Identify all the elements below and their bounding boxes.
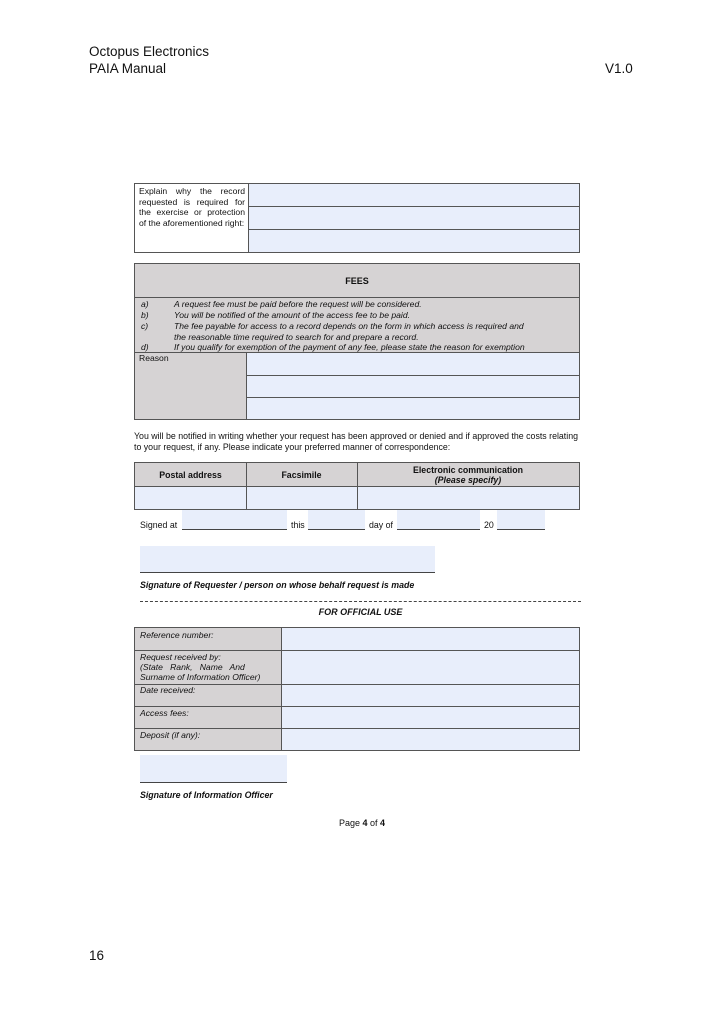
- fees-item-d-letter: d): [141, 342, 149, 352]
- day-of-label: day of: [369, 520, 393, 530]
- deposit-field[interactable]: [282, 729, 579, 750]
- reason-field-3[interactable]: [247, 398, 579, 419]
- page-indicator: [0, 818, 724, 828]
- year-prefix: 20: [484, 520, 494, 530]
- signed-at-field[interactable]: [182, 510, 287, 530]
- officer-signature-label: Signature of Information Officer: [140, 790, 273, 800]
- fees-item-b: You will be notified of the amount of the access fee to be paid.: [174, 310, 411, 320]
- official-separator: [140, 601, 581, 602]
- document-title: PAIA Manual: [89, 61, 167, 76]
- requester-signature-label: Signature of Requester / person on whose behalf request is made: [140, 580, 415, 590]
- received-by-field[interactable]: [282, 651, 579, 684]
- fees-item-a-letter: a): [141, 299, 149, 309]
- fees-title: FEES: [345, 276, 369, 286]
- company-name: Octopus Electronics: [89, 44, 210, 59]
- electronic-note: (Please specify): [434, 475, 502, 485]
- received-by-note-2: Surname of Information Officer): [140, 672, 261, 682]
- fees-item-a: A request fee must be paid before the request will be considered.: [174, 299, 422, 309]
- document-page-number: 16: [89, 948, 105, 963]
- reference-number-field[interactable]: [282, 628, 579, 650]
- fees-block: [134, 263, 580, 420]
- reason-field-2[interactable]: [247, 376, 579, 398]
- fees-item-c-letter: c): [141, 321, 149, 331]
- officer-signature-field[interactable]: [140, 755, 287, 783]
- deposit-label: Deposit (if any):: [140, 730, 201, 740]
- explain-label: Explain why the record requested is required for the exercise or protection of the aforementioned right:: [139, 186, 245, 228]
- electronic-field[interactable]: [358, 487, 579, 509]
- day-field[interactable]: [308, 510, 365, 530]
- explain-field-2[interactable]: [249, 207, 579, 230]
- notice-text: You will be notified in writing whether your request has been approved or denied and if approved the costs relating to your request, if any. Please indicate your preferred manner of correspondence:: [134, 431, 578, 452]
- electronic-header: Electronic communication: [413, 465, 523, 475]
- postal-field[interactable]: [135, 487, 246, 509]
- page-total: 4: [380, 818, 386, 828]
- page-word: Page: [338, 818, 360, 828]
- postal-header: Postal address: [159, 470, 222, 480]
- received-by-note-1: (State Rank, Name And: [140, 662, 245, 672]
- official-title: FOR OFFICIAL USE: [318, 607, 403, 617]
- date-received-field[interactable]: [282, 685, 579, 706]
- fees-item-b-letter: b): [141, 310, 149, 320]
- date-received-label: Date received:: [140, 685, 196, 695]
- this-label: this: [291, 520, 305, 530]
- access-fees-label: Access fees:: [140, 708, 189, 718]
- received-by-label: Request received by:: [140, 652, 221, 662]
- signed-at-label: Signed at: [140, 520, 178, 530]
- reason-field-1[interactable]: [247, 353, 579, 376]
- year-field[interactable]: [497, 510, 545, 530]
- official-table: [134, 627, 580, 751]
- explain-field-3[interactable]: [249, 230, 579, 252]
- fax-header: Facsimile: [281, 470, 322, 480]
- month-field[interactable]: [397, 510, 480, 530]
- fax-field[interactable]: [247, 487, 357, 509]
- of-word: of: [370, 818, 378, 828]
- reference-number-label: Reference number:: [140, 630, 214, 640]
- reason-label: Reason: [139, 353, 169, 363]
- correspondence-table: [134, 462, 580, 510]
- explain-block: [134, 183, 580, 253]
- explain-field-1[interactable]: [249, 184, 579, 207]
- page-current: 4: [362, 818, 368, 828]
- fees-item-d: If you qualify for exemption of the payment of any fee, please state the reason for exemption: [174, 342, 525, 352]
- fees-item-c-cont: the reasonable time required to search for and prepare a record.: [174, 332, 419, 342]
- requester-signature-field[interactable]: [140, 546, 435, 573]
- access-fees-field[interactable]: [282, 707, 579, 728]
- version-label: V1.0: [605, 61, 633, 76]
- fees-item-c: The fee payable for access to a record depends on the form in which access is required and: [174, 321, 524, 331]
